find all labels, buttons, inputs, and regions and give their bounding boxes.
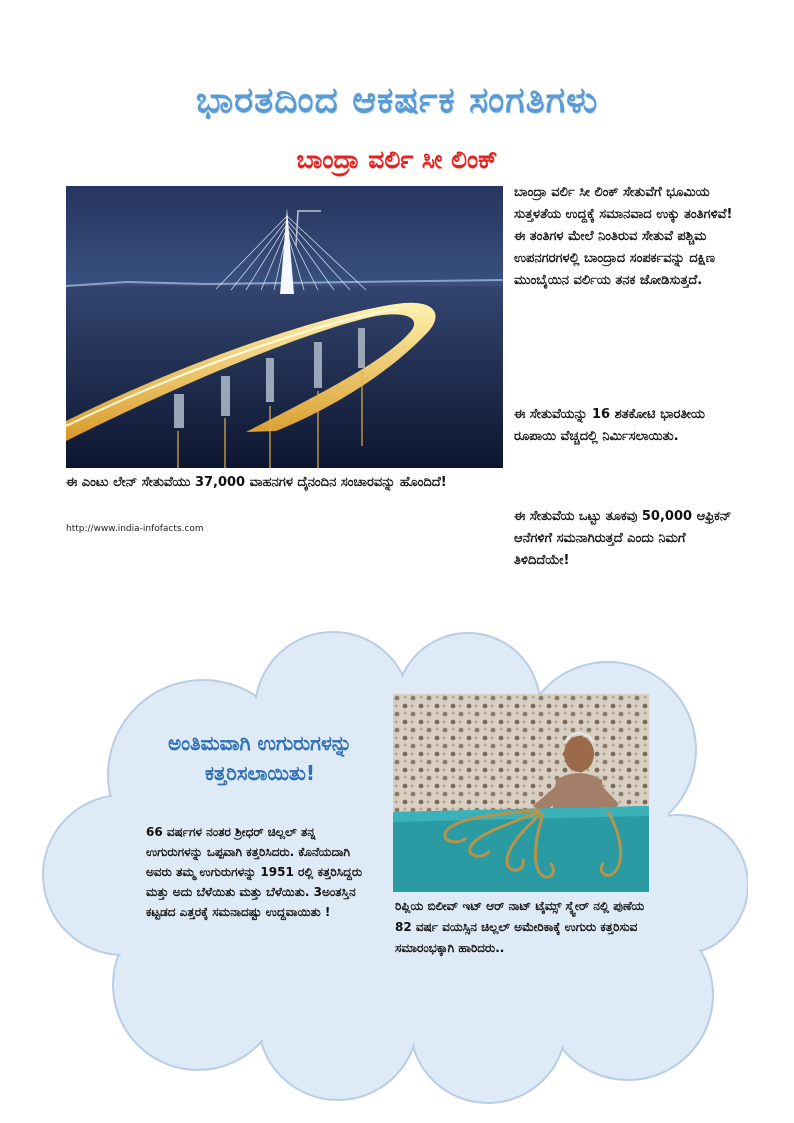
- nails-heading: ಅಂತಿಮವಾಗಿ ಉಗುರುಗಳನ್ನು ಕತ್ತರಿಸಲಾಯಿತು!: [168, 731, 352, 785]
- bridge-caption: ಈ ಎಂಟು ಲೇನ್ ಸೇತುವೆಯು 37,000 ವಾಹನಗಳ ದೈನಂದಿನ ಸಂಚಾರವನ್ನು ಹೊಂದಿದೆ!: [66, 475, 447, 490]
- source-credit: http://www.india-infofacts.com: [66, 524, 204, 534]
- nails-photo: [393, 694, 649, 892]
- section-title: ಬಾಂದ್ರಾ ವರ್ಲಿ ಸೀ ಲಿಂಕ್: [296, 145, 498, 174]
- fact-paragraph: ಈ ಸೇತುವೆಯ ಒಟ್ಟು ತೂಕವು 50,000 ಆಫ್ರಿಕನ್ ಆನೆಗಳಿಗೆ ಸಮನಾಗಿರುತ್ತದೆ ಎಂದು ನಿಮಗೆ ತಿಳಿದಿದೆಯೇ!: [514, 509, 732, 568]
- nails-caption: ರಿಪ್ಲಿಯ ಬಿಲೀವ್ ಇಟ್ ಆರ್ ನಾಟ್ ಟೈಮ್ಸ್ ಸ್ಕ್ವೇರ್ ನಲ್ಲಿ ಪುಣೆಯ 82 ವರ್ಷ ವಯಸ್ಸಿನ ಚಿಲ್ಲಲ್ ಅಮೇರಿಕಾಕ್ಕೆ ಉಗುರು ಕತ್ತರಿಸುವ ಸಮಾರಂಭಕ್ಕಾಗಿ ಹಾರಿದರು..: [395, 899, 645, 955]
- nails-body: 66 ವರ್ಷಗಳ ನಂತರ ಶ್ರೀಧರ್ ಚಿಲ್ಲಲ್ ತನ್ನ ಉಗುರುಗಳನ್ನು ಒಪ್ಪವಾಗಿ ಕತ್ತರಿಸಿದರು. ಕೊನೆಯದಾಗಿ ಅವರು ತಮ್ಮ ಉಗುರುಗಳನ್ನು 1951 ರಲ್ಲಿ ಕತ್ತರಿಸಿದ್ದರು ಮತ್ತು ಅದು ಬೆಳೆಯಿತು ಮತ್ತು ಬೆಳೆಯಿತು. 3ಅಂತಸ್ತಿನ ಕಟ್ಟಡದ ಎತ್ತರಕ್ಕೆ ಸಮನಾದಷ್ಟು ಉದ್ದವಾಯಿತು !: [146, 825, 363, 919]
- fact-paragraph: ಬಾಂದ್ರಾ ವರ್ಲಿ ಸೀ ಲಿಂಕ್ ಸೇತುವೆಗೆ ಭೂಮಿಯ ಸುತ್ತಳತೆಯ ಉದ್ದಕ್ಕೆ ಸಮಾನವಾದ ಉಕ್ಕು ತಂತಿಗಳಿವೆ! ಈ ತಂತಿಗಳ ಮೇಲೆ ನಿಂತಿರುವ ಸೇತುವೆ ಪಶ್ಚಿಮ ಉಪನಗರಗಳಲ್ಲಿ ಬಾಂದ್ರಾದ ಸಂಪರ್ಕವನ್ನು ದಕ್ಷಿಣ ಮುಂಬೈಯಿನ ವರ್ಲಿಯ ತನಕ ಜೋಡಿಸುತ್ತದೆ.: [514, 185, 733, 288]
- fact-paragraph: ಈ ಸೇತುವೆಯನ್ನು 16 ಶತಕೋಟಿ ಭಾರತೀಯ ರೂಪಾಯಿ ವೆಚ್ಚದಲ್ಲಿ ನಿರ್ಮಿಸಲಾಯಿತು.: [514, 407, 705, 444]
- page-title: ಭಾರತದಿಂದ ಆಕರ್ಷಕ ಸಂಗತಿಗಳು: [195, 80, 599, 121]
- bridge-photo: [66, 186, 503, 468]
